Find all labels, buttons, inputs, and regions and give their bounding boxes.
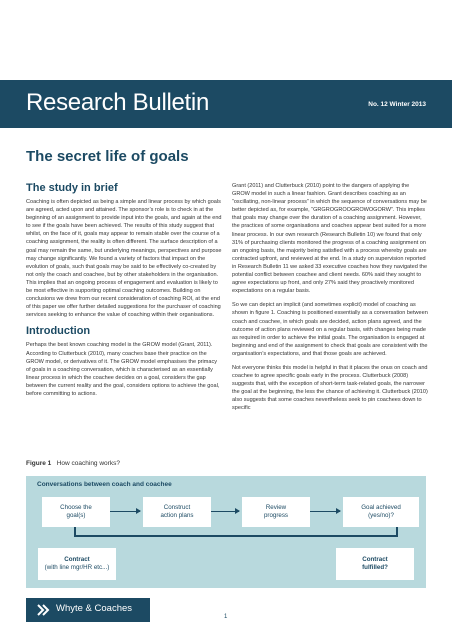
brand-name: Whyte & Coaches: [56, 603, 133, 614]
step-label: Goal achieved (yes/no)?: [361, 504, 401, 519]
page-title: The secret life of goals: [26, 148, 189, 165]
contract-end-title: Contract: [362, 555, 388, 563]
section-heading-study: The study in brief: [26, 182, 118, 194]
step-label: Construct action plans: [160, 504, 194, 519]
study-text: Coaching is often depicted as being a simple and linear process by which goals are agreed, acted upon and attained. The sponsor’s role is to check in at the beginning of an assignment to provide input into the goals, and again at the end to see if the goals have been achieved. The results of this study suggest that whilst, on the face of it, goals may appear to remain stable over the course of a coaching assignment, the reality is often different. The surface description of a goal may remain the same, but underlying meanings, perspectives and purpose may change significantly. We found a variety of factors that impact on the evolution of goals, such that goals may be said to be effectively co-created by not only the coach and coachee, but by other stakeholders in the organisation. This implies that an ongoing process of engagement and evaluation is likely to be most effective in supporting optimal coaching outcomes. Building on conclusions we drew from our recent consideration of coaching ROI, at the end of this paper we offer further detailed suggestions for the purchaser of coaching services seeking to enhance the value of coaching within their organisations.: [26, 199, 222, 319]
step-goal-achieved: [343, 497, 419, 527]
bulletin-title: Research Bulletin: [26, 89, 209, 116]
contract-start-box: [38, 548, 116, 580]
figure-label: Figure 1: [26, 460, 52, 467]
loop-connector: [74, 535, 398, 537]
step-construct-plans: [143, 497, 211, 527]
contract-start-subtitle: (with line mgr/HR etc...): [44, 564, 110, 571]
page-number: 1: [224, 614, 228, 620]
arrow-icon: [211, 511, 239, 512]
step-label: Choose the goal(s): [60, 504, 92, 519]
section-heading-introduction: Introduction: [26, 325, 91, 338]
contract-end-box: [336, 548, 414, 580]
step-review-progress: [242, 497, 310, 527]
double-chevron-right-icon: [36, 603, 50, 617]
introduction-text: Perhaps the best known coaching model is the GROW model (Grant, 2011). According to Clutterbuck (2010), many coaches base their practice on the GROW model, or derivatives of it. The GROW model emphasises the primacy of goals in a coaching conversation, which is characterised as an essentially linear process in which the coachee decides on a goal, considers the gap between the current reality and the goal, considers options to achieve the goal, before committing to actions.: [26, 342, 220, 397]
right-paragraph-2: So we can depict an implicit (and sometimes explicit) model of coaching as shown in figure 1. Coaching is positioned essentially as a conversation between coach and coachee, in which goals are decided, action plans agreed, and the outcome of action plans reviewed on a regular basis, with changes being made as required in order to achieve the initial goals. The organisation is engaged at beginning and end of the assignment to check that goals are consistent with the organisation’s expectations, and that those goals are achieved.: [232, 302, 428, 357]
contract-end-subtitle: fulfilled?: [362, 564, 388, 571]
right-column: [232, 182, 428, 419]
step-label: Review progress: [263, 504, 289, 519]
right-paragraph-1: Grant (2011) and Clutterbuck (2010) point to the dangers of applying the GROW model in such a linear fashion. Grant describes coaching as an “oscillating, non-linear process” in which the sequence of conversations may be better depicted as, for example, “GRGROGROOGROWOGORW”. This implies that goals may change over the duration of a coaching assignment. However, the practices of some organisations and coaches appear best suited for a more linear process. In our own research (Research Bulletin 10) we found that only 31% of purchasing clients monitored the progress of a coaching assignment on an ongoing basis, the majority being satisfied with a process whereby goals are contracted upfront, and reviewed at the end. In a study on supervision reported in Research Bulletin 11 we asked 33 executive coaches how they navigated the potential conflict between coachee and client needs. 60% said they sought to agree expectations up front, and only 27% said they proactively monitored expectations on a regular basis.: [232, 183, 428, 295]
contract-start-title: Contract: [64, 555, 90, 563]
step-choose-goals: [42, 497, 110, 527]
issue-label: No. 12 Winter 2013: [368, 101, 426, 108]
right-paragraph-3: Not everyone thinks this model is helpful in that it places the onus on coach and coachee to agree specific goals early in the process. Clutterbuck (2008) suggests that, with the exception of short-term task-related goals, the narrower the goal at the beginning, the less the chance of achieving it. Clutterbuck (2010) also suggests that some coaches nevertheless seek to pin coachees down to specific: [232, 364, 428, 412]
coaching-diagram: [26, 476, 426, 588]
left-column: [26, 182, 222, 404]
figure-title: How coaching works?: [56, 460, 120, 467]
diagram-heading: Conversations between coach and coachee: [37, 481, 172, 488]
arrow-icon: [110, 511, 140, 512]
figure-caption: [26, 460, 120, 467]
loop-connector: [396, 527, 398, 537]
arrow-icon: [310, 511, 340, 512]
